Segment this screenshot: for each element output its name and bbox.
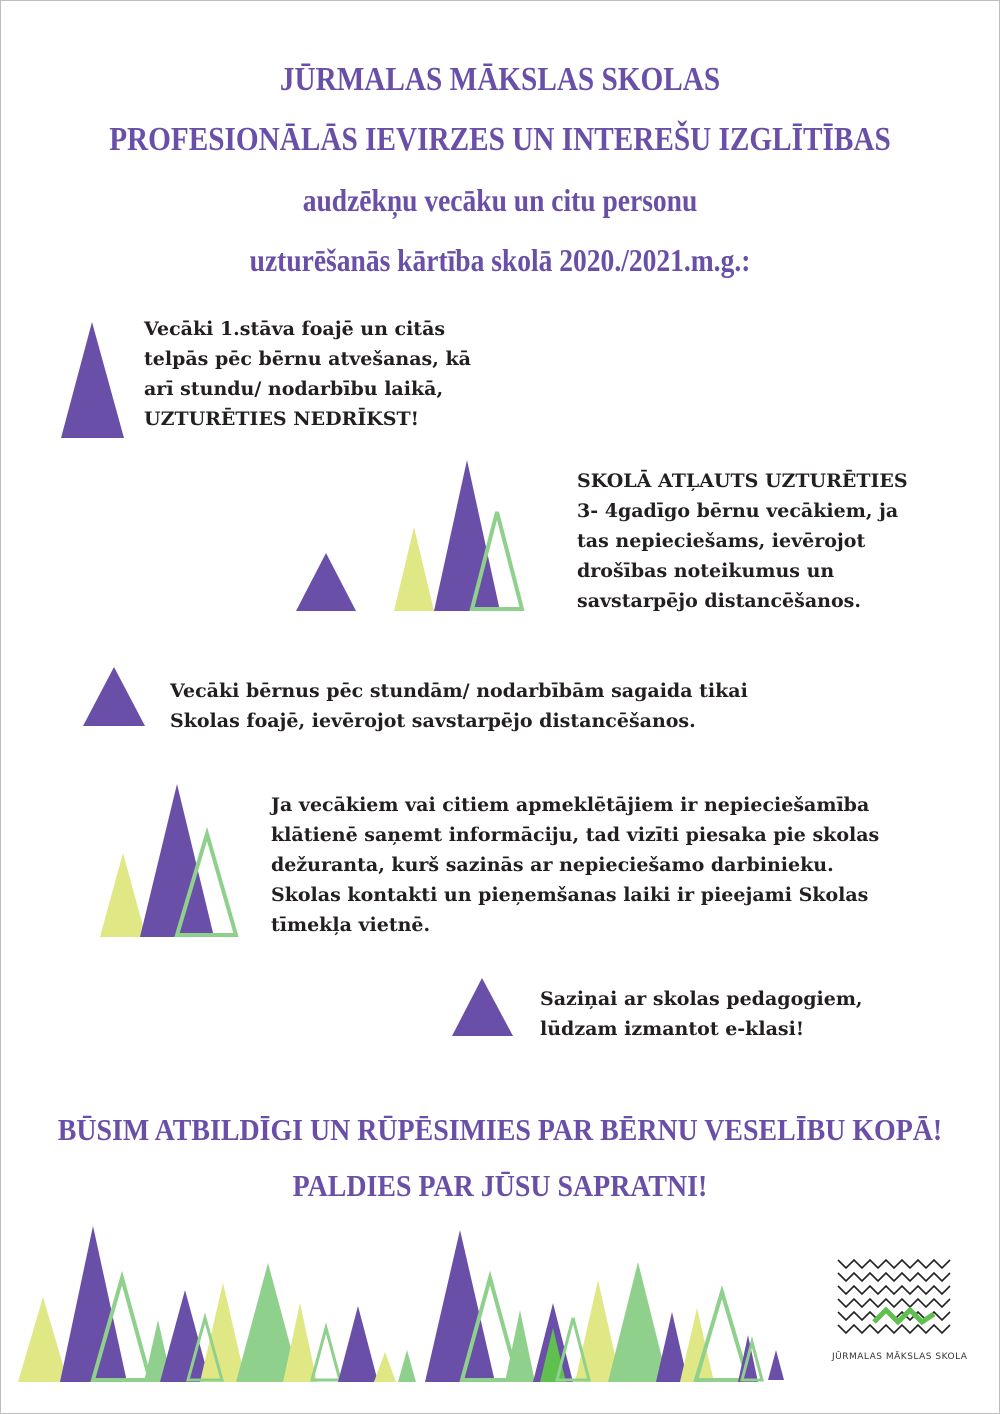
triangle-icon [100,853,146,937]
triangle-icon [296,553,356,611]
bottom-mountain-range [18,1226,784,1382]
closing-message [0,1102,1000,1214]
title-line: JŪRMALAS MĀKSLAS SKOLAS [279,61,721,98]
triangle-icon [394,527,434,611]
title-line: audzēkņu vecāku un citu personu [302,182,698,218]
page-title [0,50,1000,290]
rule-5-text: Saziņai ar skolas pedagogiem, lūdzam izmantot e-klasi! [540,988,863,1040]
triangle-icon [61,322,124,438]
rule-3-text: Vecāki bērnus pēc stundām/ nodarbībām sagaida tikai Skolas foajē, ievērojot savstarpējo distancēšanos. [170,680,748,732]
triangle-icon [83,667,145,726]
title-line: uzturēšanās kārtība skolā 2020./2021.m.g.: [249,242,751,278]
rule-1-text: Vecāki 1.stāva foajē un citās telpās pēc bērnu atvešanas, kā arī stundu/ nodarbību laikā, UZTURĒTIES NEDRĪKST! [144,318,471,430]
rule-4-text: Ja vecākiem vai citiem apmeklētājiem ir nepieciešamība klātienē saņemt informāciju, tad vizīti piesaka pie skolas dežuranta, kurš sazinās ar nepieciešamo darbinieku. Skolas kontakti un pieņemšanas laiki ir pieejami Skolas tīmekļa vietnē. [271,794,880,936]
triangle-icon [452,978,513,1036]
logo-name: JŪRMALAS MĀKSLAS SKOLA [832,1352,968,1362]
zigzag-logo-icon [838,1260,950,1333]
rule-2-text: SKOLĀ ATĻAUTS UZTURĒTIES 3- 4gadīgo bērnu vecākiem, ja tas nepieciešams, ievērojot drošības noteikumus un savstarpējo distancēšanos. [577,470,908,612]
closing-line: PALDIES PAR JŪSU SAPRATNI! [292,1168,708,1203]
triangle-icon [140,784,214,937]
title-line: PROFESIONĀLĀS IEVIRZES UN INTEREŠU IZGLĪTĪBAS [109,121,891,158]
closing-line: BŪSIM ATBILDĪGI UN RŪPĒSIMIES PAR BĒRNU VESELĪBU KOPĀ! [57,1112,943,1147]
